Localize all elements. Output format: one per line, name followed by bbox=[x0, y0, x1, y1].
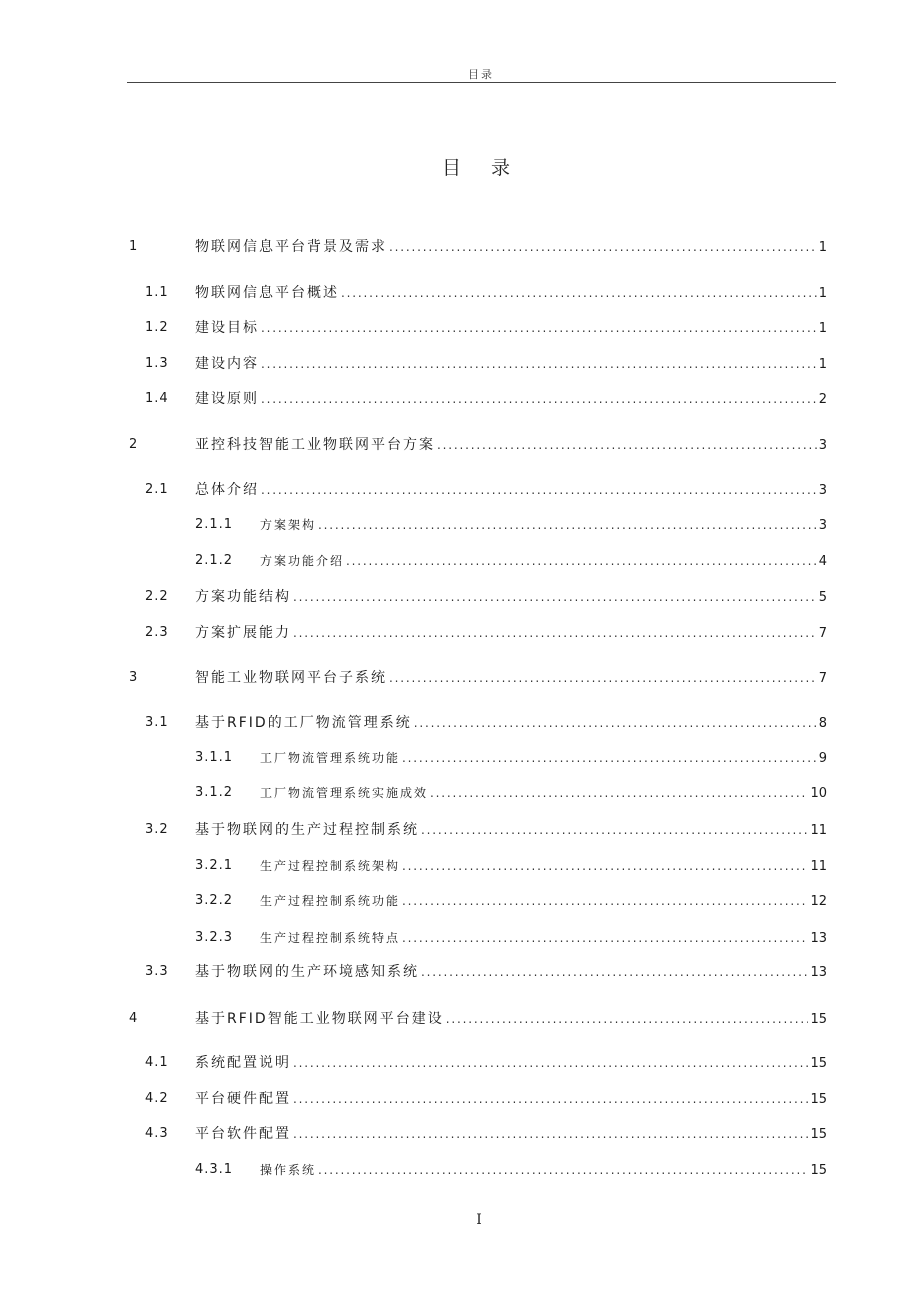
toc-entry-page: 3 bbox=[818, 483, 827, 498]
toc-entry-line bbox=[195, 1088, 827, 1111]
toc-entry-title: 物联网信息平台背景及需求 bbox=[195, 239, 387, 255]
toc-entry-page: 1 bbox=[818, 357, 827, 372]
toc-entry[interactable] bbox=[0, 782, 920, 804]
toc-entry-page: 1 bbox=[818, 240, 827, 255]
toc-entry-title: 生产过程控制系统特点 bbox=[260, 931, 401, 945]
toc-entry-page: 12 bbox=[810, 894, 827, 909]
toc-entry-number: 2.1 bbox=[145, 482, 169, 497]
toc-entry[interactable] bbox=[0, 1052, 920, 1074]
toc-entry[interactable] bbox=[0, 667, 920, 689]
toc-entry-number: 3.2.1 bbox=[195, 858, 234, 873]
toc-entry-line bbox=[195, 819, 827, 842]
dot-leader bbox=[437, 434, 817, 456]
toc-entry-number: 3.1 bbox=[145, 715, 169, 730]
toc-entry-line bbox=[260, 550, 827, 573]
toc-entry-title: 总体介绍 bbox=[195, 482, 259, 498]
toc-entry[interactable] bbox=[0, 479, 920, 501]
toc-entry-page: 15 bbox=[810, 1127, 827, 1142]
toc-entry-number: 4.3.1 bbox=[195, 1162, 234, 1177]
toc-entry-page: 10 bbox=[810, 786, 827, 801]
toc-entry[interactable] bbox=[0, 550, 920, 572]
dot-leader bbox=[293, 586, 817, 608]
toc-entry-line bbox=[195, 353, 827, 376]
toc-entry-page: 15 bbox=[810, 1163, 827, 1178]
running-header: 目录 bbox=[468, 68, 494, 81]
toc-entry-number: 3.3 bbox=[145, 964, 169, 979]
toc-entry-title: 智能工业物联网平台子系统 bbox=[195, 670, 387, 686]
toc-entry-title: 工厂物流管理系统实施成效 bbox=[260, 786, 429, 800]
toc-entry-number: 3 bbox=[129, 670, 139, 685]
toc-entry-number: 3.2 bbox=[145, 822, 169, 837]
dot-leader bbox=[402, 855, 808, 877]
toc-entry-line bbox=[260, 855, 827, 878]
dot-leader bbox=[421, 819, 808, 841]
toc-entry-number: 4.3 bbox=[145, 1126, 169, 1141]
toc-entry-number: 2.3 bbox=[145, 625, 169, 640]
toc-entry-page: 13 bbox=[810, 965, 827, 980]
toc-entry-title: 方案架构 bbox=[260, 518, 317, 532]
toc-entry-page: 13 bbox=[810, 931, 827, 946]
dot-leader bbox=[389, 667, 817, 689]
toc-entry-number: 2 bbox=[129, 437, 139, 452]
toc-entry[interactable] bbox=[0, 1123, 920, 1145]
toc-entry-page: 7 bbox=[818, 626, 827, 641]
toc-entry-title: 生产过程控制系统功能 bbox=[260, 894, 401, 908]
toc-entry-number: 4.2 bbox=[145, 1091, 169, 1106]
toc-entry-line bbox=[260, 514, 827, 537]
toc-entry-number: 3.2.2 bbox=[195, 893, 234, 908]
toc-entry-line bbox=[260, 1159, 827, 1182]
dot-leader bbox=[346, 550, 817, 572]
toc-entry-page: 11 bbox=[810, 859, 827, 874]
dot-leader bbox=[446, 1008, 809, 1030]
toc-entry-number: 4 bbox=[129, 1011, 139, 1026]
toc-entry-line bbox=[195, 1052, 827, 1075]
toc-entry-number: 1.1 bbox=[145, 285, 169, 300]
toc-entry[interactable] bbox=[0, 961, 920, 983]
toc-entry-line bbox=[260, 890, 827, 913]
dot-leader bbox=[318, 514, 817, 536]
toc-entry-line bbox=[195, 1123, 827, 1146]
toc-entry-page: 15 bbox=[810, 1056, 827, 1071]
toc-entry-line bbox=[260, 927, 827, 950]
dot-leader bbox=[293, 1123, 808, 1145]
dot-leader bbox=[293, 1088, 808, 1110]
toc-entry-title: 基于RFID的工厂物流管理系统 bbox=[195, 715, 412, 731]
dot-leader bbox=[293, 622, 817, 644]
toc-entry-title: 工厂物流管理系统功能 bbox=[260, 751, 401, 765]
toc-entry-title: 生产过程控制系统架构 bbox=[260, 859, 401, 873]
toc-entry-title: 建设内容 bbox=[195, 356, 259, 372]
toc-entry-line bbox=[260, 747, 827, 770]
toc-entry-page: 9 bbox=[818, 751, 827, 766]
toc-entry-title: 基于物联网的生产环境感知系统 bbox=[195, 964, 419, 980]
toc-entry-number: 1 bbox=[129, 239, 139, 254]
toc-entry-number: 1.4 bbox=[145, 391, 169, 406]
toc-entry[interactable] bbox=[0, 317, 920, 339]
toc-entry-title: 亚控科技智能工业物联网平台方案 bbox=[195, 437, 435, 453]
dot-leader bbox=[341, 282, 817, 304]
page-title: 目 录 bbox=[441, 157, 523, 179]
toc-entry[interactable] bbox=[0, 282, 920, 304]
toc-entry-line bbox=[195, 961, 827, 984]
toc-entry-title: 平台软件配置 bbox=[195, 1126, 291, 1142]
toc-entry[interactable] bbox=[0, 353, 920, 375]
toc-entry-line bbox=[195, 622, 827, 645]
toc-entry-number: 1.2 bbox=[145, 320, 169, 335]
toc-entry[interactable] bbox=[0, 1008, 920, 1030]
toc-entry-title: 方案扩展能力 bbox=[195, 625, 291, 641]
toc-entry-page: 3 bbox=[818, 438, 827, 453]
toc-entry[interactable] bbox=[0, 514, 920, 536]
toc-entry-line bbox=[195, 667, 827, 690]
toc-entry[interactable] bbox=[0, 1159, 920, 1181]
toc-entry-line bbox=[260, 782, 827, 805]
dot-leader bbox=[293, 1052, 808, 1074]
dot-leader bbox=[261, 479, 817, 501]
dot-leader bbox=[261, 388, 817, 410]
dot-leader bbox=[389, 236, 817, 258]
toc-entry-title: 基于物联网的生产过程控制系统 bbox=[195, 822, 419, 838]
toc-entry[interactable] bbox=[0, 712, 920, 734]
toc-entry-line bbox=[195, 388, 827, 411]
toc-entry[interactable] bbox=[0, 890, 920, 912]
toc-entry-page: 4 bbox=[818, 554, 827, 569]
toc-entry-page: 1 bbox=[818, 286, 827, 301]
toc-entry-line bbox=[195, 434, 827, 457]
toc-entry-number: 2.1.2 bbox=[195, 553, 234, 568]
toc-entry[interactable] bbox=[0, 388, 920, 410]
toc-entry-number: 4.1 bbox=[145, 1055, 169, 1070]
toc-entry-title: 操作系统 bbox=[260, 1163, 317, 1177]
toc-entry-line bbox=[195, 1008, 827, 1031]
toc-entry-page: 3 bbox=[818, 518, 827, 533]
toc-entry-line bbox=[195, 236, 827, 259]
toc-entry-title: 建设目标 bbox=[195, 320, 259, 336]
toc-entry-number: 3.1.2 bbox=[195, 785, 234, 800]
toc-entry-page: 7 bbox=[818, 671, 827, 686]
toc-entry-number: 2.1.1 bbox=[195, 517, 234, 532]
toc-entry[interactable] bbox=[0, 747, 920, 769]
toc-entry-line bbox=[195, 479, 827, 502]
dot-leader bbox=[421, 961, 808, 983]
toc-entry[interactable] bbox=[0, 236, 920, 258]
toc-entry-title: 建设原则 bbox=[195, 391, 259, 407]
toc-entry-number: 2.2 bbox=[145, 589, 169, 604]
toc-entry-page: 8 bbox=[818, 716, 827, 731]
toc-entry-title: 方案功能结构 bbox=[195, 589, 291, 605]
toc-entry-line bbox=[195, 586, 827, 609]
toc-entry-page: 5 bbox=[818, 590, 827, 605]
toc-entry-number: 3.1.1 bbox=[195, 750, 234, 765]
toc-entry[interactable] bbox=[0, 819, 920, 841]
toc-entry-title: 系统配置说明 bbox=[195, 1055, 291, 1071]
toc-entry[interactable] bbox=[0, 586, 920, 608]
toc-entry[interactable] bbox=[0, 927, 920, 949]
toc-entry-number: 3.2.3 bbox=[195, 930, 234, 945]
dot-leader bbox=[414, 712, 817, 734]
toc-entry-line bbox=[195, 712, 827, 735]
toc-entry[interactable] bbox=[0, 855, 920, 877]
toc-entry-title: 基于RFID智能工业物联网平台建设 bbox=[195, 1011, 444, 1027]
toc-entry-line bbox=[195, 282, 827, 305]
toc-entry-title: 平台硬件配置 bbox=[195, 1091, 291, 1107]
page-number: I bbox=[476, 1212, 482, 1228]
toc-entry-page: 1 bbox=[818, 321, 827, 336]
dot-leader bbox=[402, 747, 817, 769]
dot-leader bbox=[402, 927, 808, 949]
dot-leader bbox=[318, 1159, 808, 1181]
toc-entry-title: 方案功能介绍 bbox=[260, 554, 345, 568]
toc-entry-page: 2 bbox=[818, 392, 827, 407]
toc-entry-page: 15 bbox=[810, 1012, 827, 1027]
toc-entry[interactable] bbox=[0, 622, 920, 644]
toc-entry-page: 11 bbox=[810, 823, 827, 838]
dot-leader bbox=[261, 353, 817, 375]
toc-entry[interactable] bbox=[0, 434, 920, 456]
toc-entry-title: 物联网信息平台概述 bbox=[195, 285, 339, 301]
toc-entry-number: 1.3 bbox=[145, 356, 169, 371]
dot-leader bbox=[430, 782, 808, 804]
toc-entry[interactable] bbox=[0, 1088, 920, 1110]
toc-entry-line bbox=[195, 317, 827, 340]
toc-entry-page: 15 bbox=[810, 1092, 827, 1107]
dot-leader bbox=[402, 890, 808, 912]
dot-leader bbox=[261, 317, 817, 339]
